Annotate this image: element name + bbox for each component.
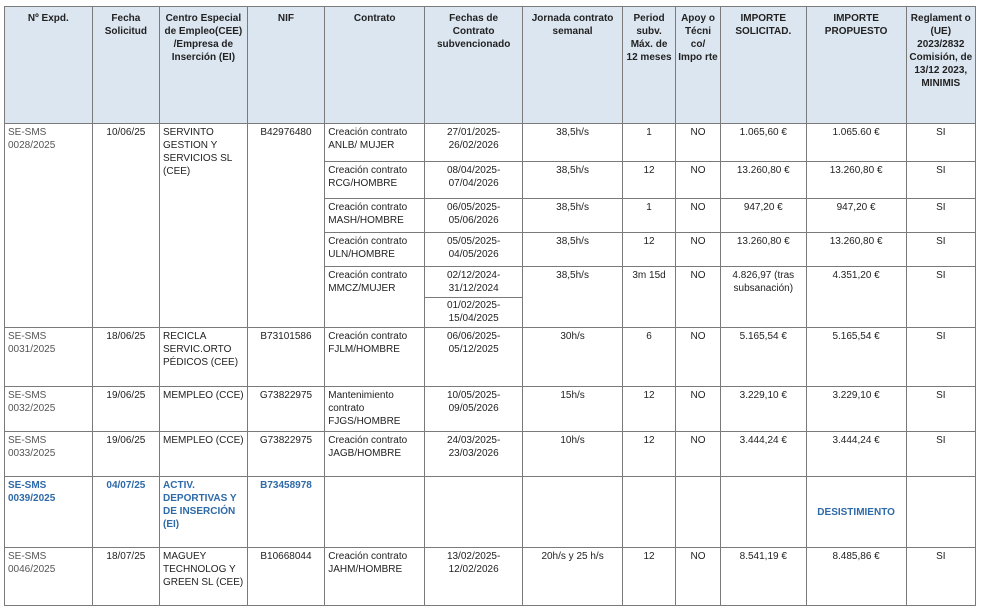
subsidy-table [4, 6, 976, 606]
status-desistimiento: DESISTIMIENTO [806, 477, 906, 548]
contrato-cell: Creación contrato MMCZ/MUJER [325, 267, 425, 328]
empty-cell [325, 477, 425, 548]
jornada-cell: 20h/s y 25 h/s [523, 548, 623, 606]
empty-cell [676, 477, 721, 548]
empty-cell [523, 477, 623, 548]
fecha-cell: 19/06/25 [92, 387, 159, 432]
periodo-cell: 1 [623, 124, 676, 162]
importe-solicitado-cell: 1.065,60 € [720, 124, 806, 162]
reglamento-cell: SI [906, 548, 975, 606]
jornada-cell: 38,5h/s [523, 267, 623, 328]
nif-cell: B73101586 [247, 328, 325, 387]
fecha-cell: 18/06/25 [92, 328, 159, 387]
nif-cell: B42976480 [247, 124, 325, 328]
col-importe-solicitado: IMPORTE SOLICITAD. [720, 7, 806, 124]
importe-solicitado-cell: 4.826,97 (tras subsanación) [720, 267, 806, 328]
col-reglamento: Reglament o (UE) 2023/2832 Comisión, de 13/12 2023, MINIMIS [906, 7, 975, 124]
table-row [5, 548, 976, 606]
fechas-cell: 05/05/2025-04/05/2026 [425, 233, 523, 267]
apoyo-cell: NO [676, 162, 721, 199]
expediente-cell: SE-SMS 0039/2025 [5, 477, 93, 548]
apoyo-cell: NO [676, 233, 721, 267]
periodo-cell: 6 [623, 328, 676, 387]
importe-propuesto-cell: 947,20 € [806, 199, 906, 233]
apoyo-cell: NO [676, 328, 721, 387]
periodo-cell: 12 [623, 548, 676, 606]
reglamento-cell: SI [906, 387, 975, 432]
centro-cell: MEMPLEO (CCE) [160, 432, 248, 477]
header-row [5, 7, 976, 124]
table-row [5, 387, 976, 432]
importe-propuesto-cell: 5.165,54 € [806, 328, 906, 387]
importe-solicitado-cell: 13.260,80 € [720, 233, 806, 267]
fecha-cell: 18/07/25 [92, 548, 159, 606]
table-row [5, 328, 976, 387]
reglamento-cell: SI [906, 267, 975, 328]
nif-cell: B10668044 [247, 548, 325, 606]
jornada-cell: 15h/s [523, 387, 623, 432]
contrato-cell: Creación contrato MASH/HOMBRE [325, 199, 425, 233]
contrato-cell: Creación contrato ULN/HOMBRE [325, 233, 425, 267]
expediente-cell: SE-SMS 0032/2025 [5, 387, 93, 432]
expediente-cell: SE-SMS 0028/2025 [5, 124, 93, 328]
periodo-cell: 1 [623, 199, 676, 233]
expediente-cell: SE-SMS 0033/2025 [5, 432, 93, 477]
fechas-period-1: 02/12/2024-31/12/2024 [446, 270, 501, 294]
apoyo-cell: NO [676, 267, 721, 328]
jornada-cell: 30h/s [523, 328, 623, 387]
fecha-cell: 10/06/25 [92, 124, 159, 328]
fechas-period-2: 01/02/2025-15/04/2025 [425, 297, 522, 325]
col-contrato: Contrato [325, 7, 425, 124]
periodo-cell: 12 [623, 233, 676, 267]
col-jornada: Jornada contrato semanal [523, 7, 623, 124]
importe-propuesto-cell: 1.065.60 € [806, 124, 906, 162]
contrato-cell: Creación contrato FJLM/HOMBRE [325, 328, 425, 387]
jornada-cell: 38,5h/s [523, 162, 623, 199]
importe-solicitado-cell: 13.260,80 € [720, 162, 806, 199]
nif-cell: B73458978 [247, 477, 325, 548]
apoyo-cell: NO [676, 387, 721, 432]
apoyo-cell: NO [676, 548, 721, 606]
nif-cell: G73822975 [247, 432, 325, 477]
fechas-cell: 24/03/2025-23/03/2026 [425, 432, 523, 477]
importe-propuesto-cell: 13.260,80 € [806, 162, 906, 199]
centro-cell: ACTIV. DEPORTIVAS Y DE INSERCIÓN (EI) [160, 477, 248, 548]
fechas-cell: 27/01/2025-26/02/2026 [425, 124, 523, 162]
jornada-cell: 38,5h/s [523, 124, 623, 162]
importe-solicitado-cell: 3.444,24 € [720, 432, 806, 477]
jornada-cell: 10h/s [523, 432, 623, 477]
importe-solicitado-cell: 8.541,19 € [720, 548, 806, 606]
fecha-cell: 04/07/25 [92, 477, 159, 548]
table-row [5, 477, 976, 548]
reglamento-cell: SI [906, 328, 975, 387]
empty-cell [906, 477, 975, 548]
col-centro: Centro Especial de Empleo(CEE) /Empresa de Inserción (EI) [160, 7, 248, 124]
importe-propuesto-cell: 13.260,80 € [806, 233, 906, 267]
empty-cell [623, 477, 676, 548]
fechas-cell: 13/02/2025-12/02/2026 [425, 548, 523, 606]
importe-solicitado-cell: 3.229,10 € [720, 387, 806, 432]
reglamento-cell: SI [906, 199, 975, 233]
periodo-cell: 3m 15d [623, 267, 676, 328]
centro-cell: SERVINTO GESTION Y SERVICIOS SL (CEE) [160, 124, 248, 328]
centro-cell: MEMPLEO (CCE) [160, 387, 248, 432]
contrato-cell: Creación contrato JAHM/HOMBRE [325, 548, 425, 606]
table-row [5, 124, 976, 162]
centro-cell: MAGUEY TECHNOLOG Y GREEN SL (CEE) [160, 548, 248, 606]
fechas-cell: 06/05/2025-05/06/2026 [425, 199, 523, 233]
importe-propuesto-cell: 3.444,24 € [806, 432, 906, 477]
expediente-cell: SE-SMS 0031/2025 [5, 328, 93, 387]
jornada-cell: 38,5h/s [523, 199, 623, 233]
table-row [5, 432, 976, 477]
col-periodo: Period subv. Máx. de 12 meses [623, 7, 676, 124]
fechas-cell: 10/05/2025-09/05/2026 [425, 387, 523, 432]
centro-cell: RECICLA SERVIC.ORTO PÉDICOS (CEE) [160, 328, 248, 387]
importe-propuesto-cell: 8.485,86 € [806, 548, 906, 606]
reglamento-cell: SI [906, 124, 975, 162]
reglamento-cell: SI [906, 162, 975, 199]
reglamento-cell: SI [906, 432, 975, 477]
contrato-cell: Creación contrato JAGB/HOMBRE [325, 432, 425, 477]
nif-cell: G73822975 [247, 387, 325, 432]
fechas-cell [425, 267, 523, 328]
importe-solicitado-cell: 947,20 € [720, 199, 806, 233]
fechas-cell: 06/06/2025-05/12/2025 [425, 328, 523, 387]
importe-propuesto-cell: 3.229,10 € [806, 387, 906, 432]
apoyo-cell: NO [676, 432, 721, 477]
contrato-cell: Creación contrato ANLB/ MUJER [325, 124, 425, 162]
apoyo-cell: NO [676, 199, 721, 233]
contrato-cell: Creación contrato RCG/HOMBRE [325, 162, 425, 199]
col-nif: NIF [247, 7, 325, 124]
col-expediente: Nº Expd. [5, 7, 93, 124]
empty-cell [425, 477, 523, 548]
col-fecha-solicitud: Fecha Solicitud [92, 7, 159, 124]
importe-solicitado-cell: 5.165,54 € [720, 328, 806, 387]
jornada-cell: 38,5h/s [523, 233, 623, 267]
reglamento-cell: SI [906, 233, 975, 267]
fecha-cell: 19/06/25 [92, 432, 159, 477]
importe-propuesto-cell: 4.351,20 € [806, 267, 906, 328]
col-fechas-contrato: Fechas de Contrato subvencionado [425, 7, 523, 124]
fechas-cell: 08/04/2025-07/04/2026 [425, 162, 523, 199]
periodo-cell: 12 [623, 432, 676, 477]
expediente-cell: SE-SMS 0046/2025 [5, 548, 93, 606]
empty-cell [720, 477, 806, 548]
contrato-cell: Mantenimiento contrato FJGS/HOMBRE [325, 387, 425, 432]
periodo-cell: 12 [623, 162, 676, 199]
col-importe-propuesto: IMPORTE PROPUESTO [806, 7, 906, 124]
apoyo-cell: NO [676, 124, 721, 162]
periodo-cell: 12 [623, 387, 676, 432]
col-apoyo: Apoy o Técni co/ Impo rte [676, 7, 721, 124]
